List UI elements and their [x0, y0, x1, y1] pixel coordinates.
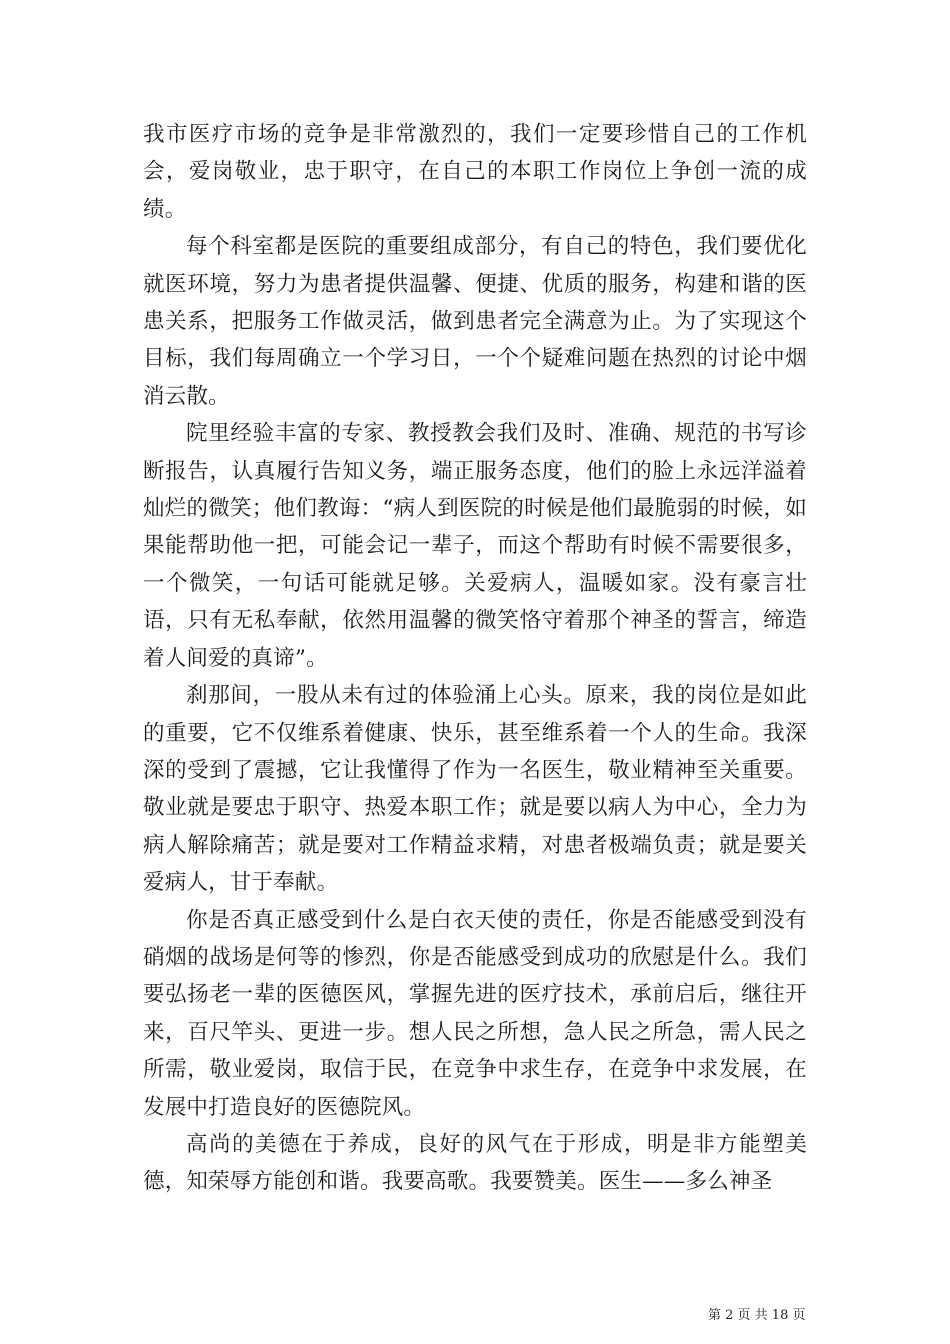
paragraph-5: 你是否真正感受到什么是白衣天使的责任，你是否能感受到没有硝烟的战场是何等的惨烈，你是否能感受到成功的欣慰是什么。我们要弘扬老一辈的医德医风，掌握先进的医疗技术，承前启后，继往开来，百尺竿头、更进一步。想人民之所想，急人民之所急，需人民之所需，敬业爱岗，取信于民，在竞争中求生存，在竞争中求发展，在发展中打造良好的医德院风。: [143, 907, 807, 1120]
paragraph-4: 刹那间，一股从未有过的体验涌上心头。原来，我的岗位是如此的重要，它不仅维系着健康、快乐，甚至维系着一个人的生命。我深深的受到了震撼，它让我懂得了作为一名医生，敬业精神至关重要。敬业就是要忠于职守、热爱本职工作；就是要以病人为中心，全力为病人解除痛苦；就是要对工作精益求精，对患者极端负责；就是要关爱病人，甘于奉献。: [143, 683, 807, 896]
page-number: 第 2 页 共 18 页: [708, 1308, 806, 1323]
paragraph-1: 我市医疗市场的竞争是非常激烈的，我们一定要珍惜自己的工作机会，爱岗敬业，忠于职守，在自己的本职工作岗位上争创一流的成绩。: [143, 122, 807, 222]
paragraph-3: 院里经验丰富的专家、教授教会我们及时、准确、规范的书写诊断报告，认真履行告知义务，端正服务态度，他们的脸上永远洋溢着灿烂的微笑；他们教诲：“病人到医院的时候是他们最脆弱的时候，如果能帮助他一把，可能会记一辈子，而这个帮助有时候不需要很多，一个微笑，一句话可能就足够。关爱病人，温暖如家。没有豪言壮语，只有无私奉献，依然用温馨的微笑恪守着那个神圣的誓言，缔造着人间爱的真谛”。: [143, 421, 807, 671]
body-text: [143, 116, 807, 1201]
paragraph-6: 高尚的美德在于养成，良好的风气在于形成，明是非方能塑美德，知荣辱方能创和谐。我要高歌。我要赞美。医生——多么神圣: [143, 1131, 807, 1195]
paragraph-2: 每个科室都是医院的重要组成部分，有自己的特色，我们要优化就医环境，努力为患者提供温馨、便捷、优质的服务，构建和谐的医患关系，把服务工作做灵活，做到患者完全满意为止。为了实现这个目标，我们每周确立一个学习日，一个个疑难问题在热烈的讨论中烟消云散。: [143, 234, 807, 409]
